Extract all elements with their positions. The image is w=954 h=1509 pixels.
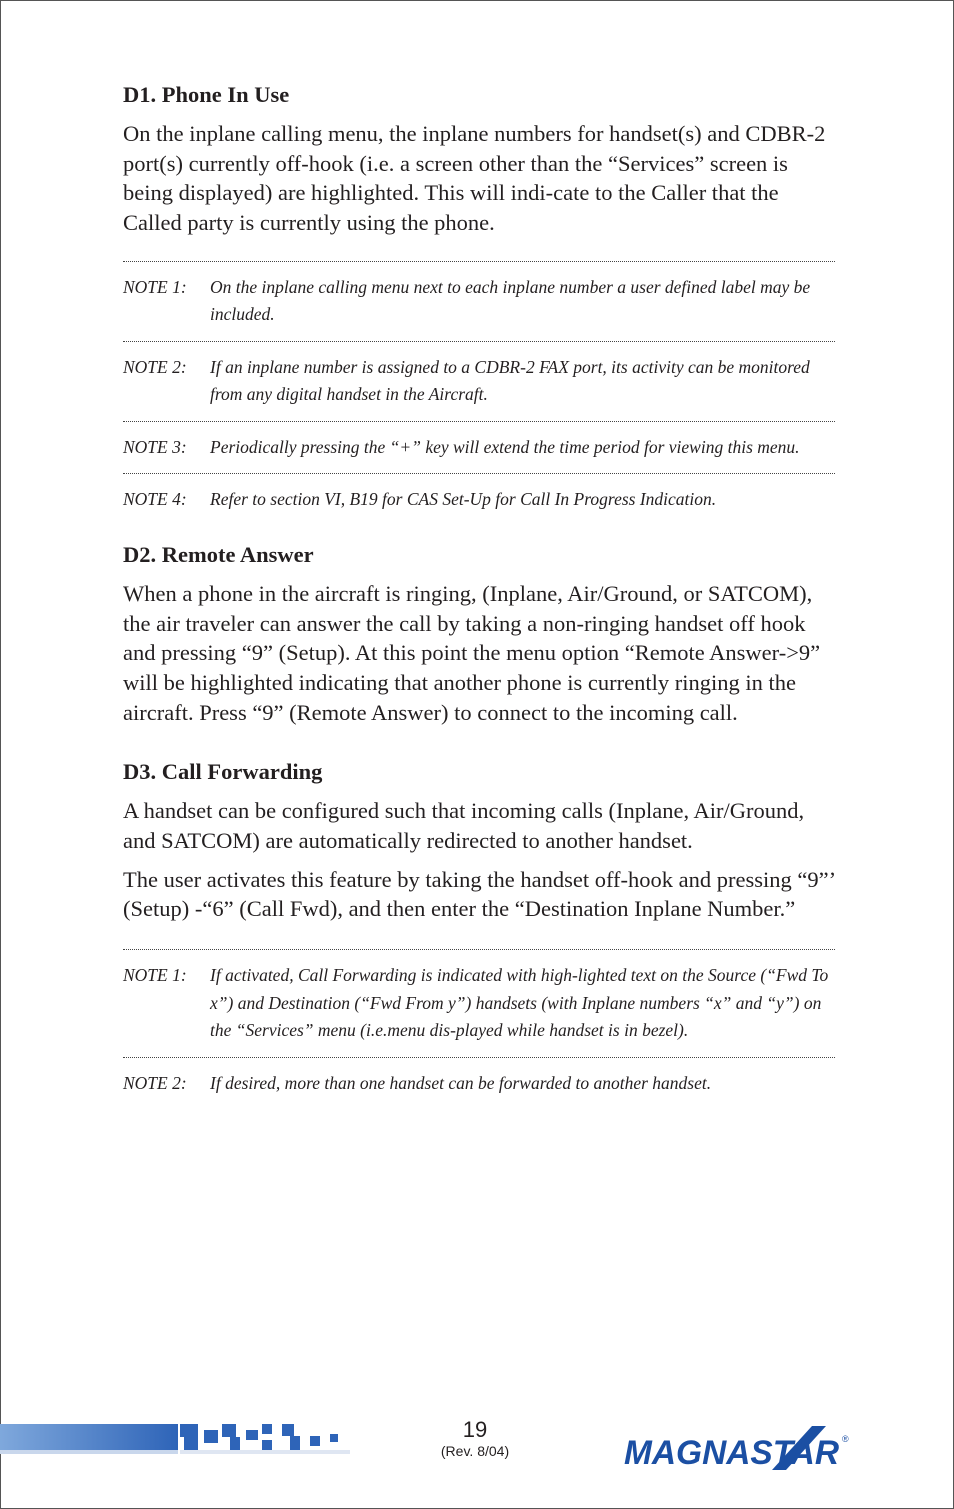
note-text: Refer to section VI, B19 for CAS Set-Up for Call In Progress Indication. — [210, 489, 717, 510]
footer-decoration — [0, 1420, 360, 1460]
note-d3-2 — [123, 1070, 835, 1098]
dotted-divider — [123, 421, 835, 422]
dotted-divider — [123, 949, 835, 950]
dotted-divider — [123, 261, 835, 262]
section-d3-paragraph-1: A handset can be configured such that incoming calls (Inplane, Air/Ground, and SATCOM) are automatically redirected to another handset. — [123, 798, 805, 854]
note-text: If activated, Call Forwarding is indicated with high-lighted text on the Source (“Fwd To x”) and Destination (“Fwd From y”) handsets (with Inplane numbers “x” and “y”) on the “Services” menu (i.e.menu dis-played while handset is in bezel). — [210, 965, 829, 1041]
section-d2-paragraph: When a phone in the aircraft is ringing, (Inplane, Air/Ground, or SATCOM), the air traveler can answer the call by taking a non-ringing handset off hook and pressing “9” (Setup). At this point the menu option “Remote Answer->9” will be highlighted indicating that another phone is currently ringing in the aircraft. Press “9” (Remote Answer) to connect to the incoming call. — [123, 580, 821, 725]
dotted-divider — [123, 341, 835, 342]
note-label: NOTE 2: — [123, 356, 187, 377]
note-d3-1 — [123, 962, 835, 1045]
note-d1-3 — [123, 434, 835, 462]
logo-text: MAGNASTAR — [624, 1434, 840, 1472]
note-d1-1 — [123, 274, 835, 329]
dotted-divider — [123, 1057, 835, 1058]
page-number: 19 — [462, 1417, 488, 1442]
note-label: NOTE 2: — [123, 1072, 187, 1093]
document-content — [123, 80, 835, 1109]
dotted-divider — [123, 473, 835, 474]
section-d3-paragraph-2: The user activates this feature by taking the handset off-hook and pressing “9”’ (Setup) -“6” (Call Fwd), and then enter the “Destination Inplane Number.” — [123, 866, 835, 922]
section-heading-d3: D3. Call Forwarding — [123, 759, 323, 785]
note-d1-4 — [123, 486, 835, 514]
section-heading-d2: D2. Remote Answer — [123, 541, 314, 567]
note-d1-2 — [123, 354, 835, 409]
section-d1-paragraph: On the inplane calling menu, the inplane numbers for handset(s) and CDBR-2 port(s) currently off-hook (i.e. a screen other than the “Services” screen is being displayed) are highlighted. This will indi-cate to the Caller that the Called party is currently using the phone. — [123, 121, 826, 236]
note-label: NOTE 3: — [123, 436, 187, 457]
note-text: On the inplane calling menu next to each inplane number a user defined label may be included. — [210, 276, 811, 325]
revision-label: (Rev. 8/04) — [440, 1443, 510, 1459]
note-label: NOTE 1: — [123, 965, 187, 986]
note-text: If desired, more than one handset can be forwarded to another handset. — [210, 1072, 712, 1093]
magnastar-logo — [622, 1420, 852, 1476]
section-heading-d1: D1. Phone In Use — [123, 82, 290, 107]
note-label: NOTE 1: — [123, 276, 187, 297]
registered-mark: ® — [842, 1434, 849, 1444]
note-text: Periodically pressing the “+” key will extend the time period for viewing this menu. — [210, 436, 800, 457]
note-label: NOTE 4: — [123, 489, 187, 510]
note-text: If an inplane number is assigned to a CDBR-2 FAX port, its activity can be monitored from any digital handset in the Aircraft. — [210, 356, 810, 405]
